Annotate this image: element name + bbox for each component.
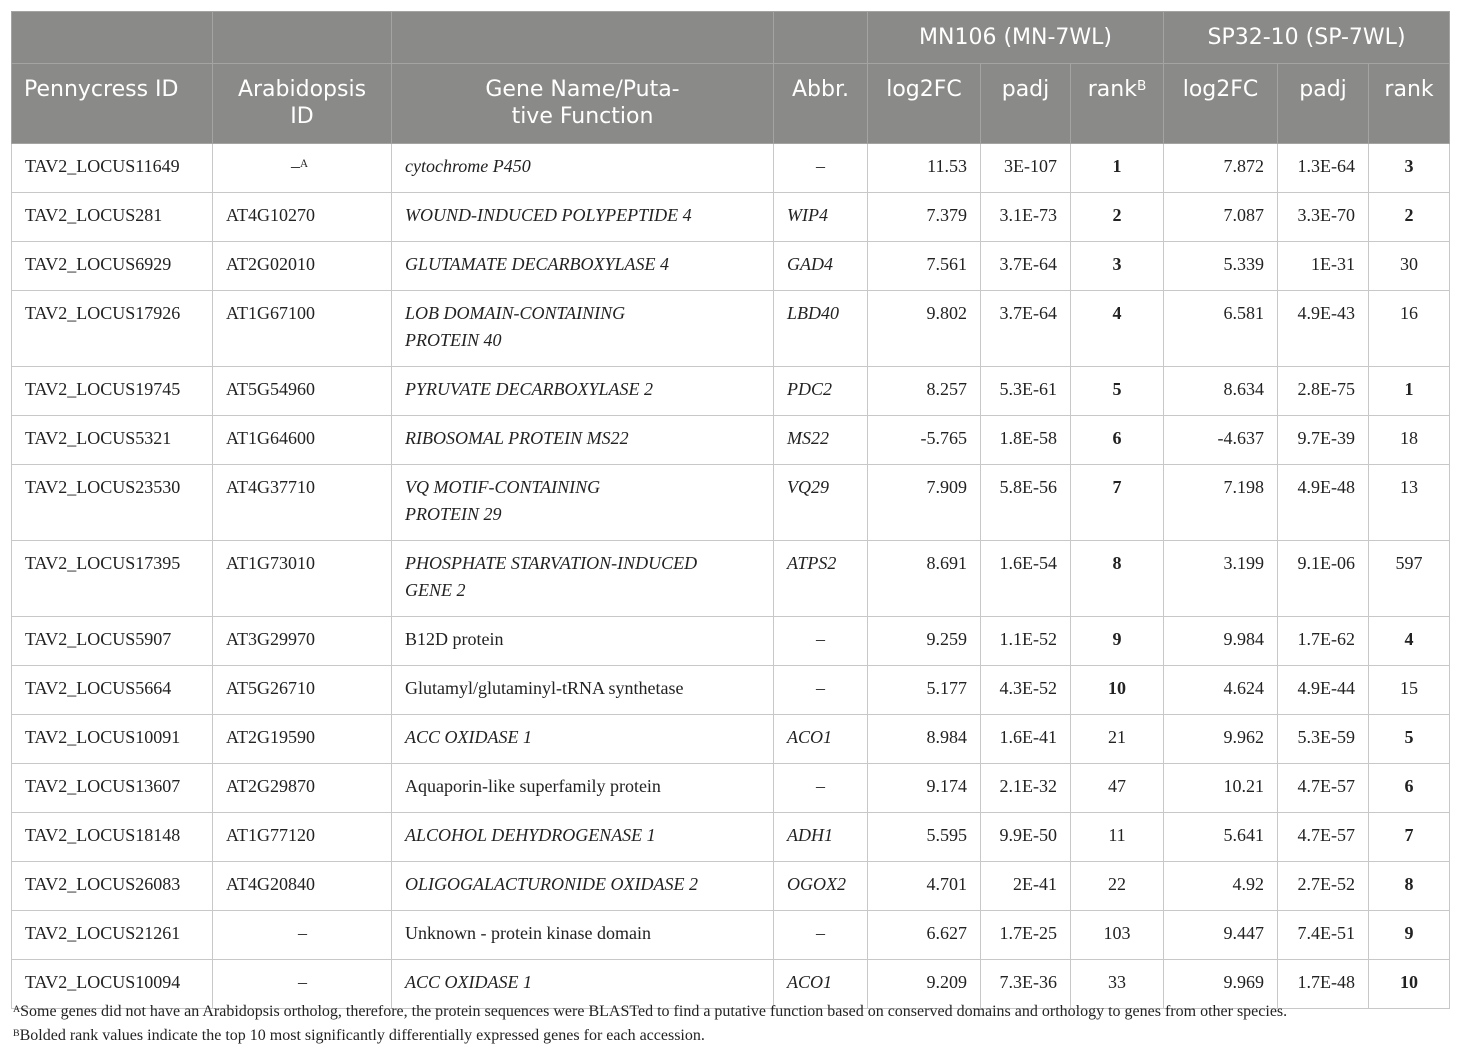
cell-mn-log2fc: 6.627 xyxy=(868,911,981,960)
cell-gene-name xyxy=(392,715,774,764)
cell-mn-rank: 9 xyxy=(1071,617,1164,666)
cell-mn-rank: 2 xyxy=(1071,193,1164,242)
cell-mn-rank: 10 xyxy=(1071,666,1164,715)
cell-sp-log2fc: 8.634 xyxy=(1164,367,1278,416)
cell-gene-name-line1: Aquaporin-like superfamily protein xyxy=(405,776,661,796)
cell-mn-log2fc: 5.177 xyxy=(868,666,981,715)
cell-mn-log2fc: 7.379 xyxy=(868,193,981,242)
table-row xyxy=(12,144,1450,193)
cell-gene-name xyxy=(392,541,774,617)
cell-gene-name xyxy=(392,465,774,541)
cell-pennycress-id: TAV2_LOCUS19745 xyxy=(12,367,213,416)
group-header-blank xyxy=(12,12,213,64)
cell-pennycress-id: TAV2_LOCUS18148 xyxy=(12,813,213,862)
col-header-gene-name-line2: tive Function xyxy=(511,104,654,129)
col-header-sp-padj: padj xyxy=(1278,64,1369,144)
cell-mn-log2fc: 9.174 xyxy=(868,764,981,813)
cell-gene-name xyxy=(392,764,774,813)
cell-arabidopsis-id xyxy=(213,911,392,960)
cell-arabidopsis-id-value: AT2G02010 xyxy=(226,254,315,274)
col-header-mn-padj: padj xyxy=(981,64,1071,144)
cell-gene-name-line1: Glutamyl/glutaminyl-tRNA synthetase xyxy=(405,678,684,698)
cell-sp-log2fc: 5.339 xyxy=(1164,242,1278,291)
cell-arabidopsis-id xyxy=(213,666,392,715)
cell-sp-padj: 4.9E-44 xyxy=(1278,666,1369,715)
cell-abbr: ACO1 xyxy=(774,960,868,1009)
cell-arabidopsis-id-value: AT4G20840 xyxy=(226,874,315,894)
cell-mn-log2fc: 8.257 xyxy=(868,367,981,416)
cell-gene-name xyxy=(392,813,774,862)
cell-mn-rank: 8 xyxy=(1071,541,1164,617)
col-header-abbr: Abbr. xyxy=(774,64,868,144)
cell-abbr: ADH1 xyxy=(774,813,868,862)
cell-gene-name-line2: PROTEIN 29 xyxy=(405,504,502,524)
cell-abbr: – xyxy=(774,617,868,666)
cell-gene-name-line1: RIBOSOMAL PROTEIN MS22 xyxy=(405,428,629,448)
cell-gene-name xyxy=(392,862,774,911)
cell-sp-rank: 3 xyxy=(1369,144,1450,193)
column-header-row xyxy=(12,64,1450,144)
footnote-b xyxy=(13,1024,1453,1048)
cell-mn-rank: 3 xyxy=(1071,242,1164,291)
cell-arabidopsis-id-value: AT4G10270 xyxy=(226,205,315,225)
cell-arabidopsis-id-value: AT1G73010 xyxy=(226,553,315,573)
cell-gene-name-line1: ACC OXIDASE 1 xyxy=(405,972,532,992)
cell-mn-padj: 4.3E-52 xyxy=(981,666,1071,715)
cell-gene-name xyxy=(392,617,774,666)
cell-sp-log2fc: 4.92 xyxy=(1164,862,1278,911)
cell-mn-log2fc: 8.691 xyxy=(868,541,981,617)
cell-arabidopsis-id xyxy=(213,465,392,541)
table-row xyxy=(12,193,1450,242)
cell-gene-name xyxy=(392,416,774,465)
cell-mn-rank: 47 xyxy=(1071,764,1164,813)
cell-mn-padj: 2E-41 xyxy=(981,862,1071,911)
cell-mn-padj: 1.7E-25 xyxy=(981,911,1071,960)
cell-arabidopsis-id xyxy=(213,416,392,465)
cell-arabidopsis-id-value: AT1G77120 xyxy=(226,825,315,845)
cell-gene-name-line1: GLUTAMATE DECARBOXYLASE 4 xyxy=(405,254,669,274)
cell-sp-padj: 3.3E-70 xyxy=(1278,193,1369,242)
group-header-blank xyxy=(213,12,392,64)
cell-arabidopsis-id-value: AT4G37710 xyxy=(226,477,315,497)
cell-arabidopsis-id xyxy=(213,291,392,367)
col-header-sp-rank: rank xyxy=(1369,64,1450,144)
cell-mn-log2fc: 7.909 xyxy=(868,465,981,541)
cell-sp-rank: 1 xyxy=(1369,367,1450,416)
cell-abbr: OGOX2 xyxy=(774,862,868,911)
cell-abbr: VQ29 xyxy=(774,465,868,541)
cell-pennycress-id: TAV2_LOCUS11649 xyxy=(12,144,213,193)
group-header-sp32-10: SP32-10 (SP-7WL) xyxy=(1164,12,1450,64)
cell-mn-padj: 3.1E-73 xyxy=(981,193,1071,242)
cell-sp-rank: 9 xyxy=(1369,911,1450,960)
cell-mn-rank: 21 xyxy=(1071,715,1164,764)
cell-sp-log2fc: 9.969 xyxy=(1164,960,1278,1009)
cell-arabidopsis-id-value: AT5G54960 xyxy=(226,379,315,399)
col-header-sp-log2fc: log2FC xyxy=(1164,64,1278,144)
cell-sp-rank: 13 xyxy=(1369,465,1450,541)
cell-pennycress-id: TAV2_LOCUS5907 xyxy=(12,617,213,666)
cell-mn-log2fc: 9.802 xyxy=(868,291,981,367)
cell-mn-padj: 3.7E-64 xyxy=(981,242,1071,291)
cell-abbr: – xyxy=(774,144,868,193)
col-header-pennycress-id: Pennycress ID xyxy=(12,64,213,144)
cell-sp-rank: 15 xyxy=(1369,666,1450,715)
cell-abbr: LBD40 xyxy=(774,291,868,367)
cell-gene-name-line1: Unknown - protein kinase domain xyxy=(405,923,651,943)
cell-mn-padj: 5.8E-56 xyxy=(981,465,1071,541)
table-row xyxy=(12,862,1450,911)
cell-gene-name-line1: ALCOHOL DEHYDROGENASE 1 xyxy=(405,825,656,845)
cell-arabidopsis-id xyxy=(213,193,392,242)
cell-gene-name xyxy=(392,144,774,193)
cell-gene-name-line1: cytochrome P450 xyxy=(405,156,531,176)
cell-sp-padj: 4.7E-57 xyxy=(1278,813,1369,862)
group-header-row xyxy=(12,12,1450,64)
col-header-mn-log2fc: log2FC xyxy=(868,64,981,144)
cell-arabidopsis-id xyxy=(213,764,392,813)
table-row xyxy=(12,541,1450,617)
cell-mn-log2fc: 11.53 xyxy=(868,144,981,193)
group-header-blank xyxy=(392,12,774,64)
cell-arabidopsis-id-value: – xyxy=(291,156,300,176)
cell-mn-log2fc: 4.701 xyxy=(868,862,981,911)
results-table-container xyxy=(11,11,1449,1009)
cell-abbr: ATPS2 xyxy=(774,541,868,617)
cell-mn-padj: 2.1E-32 xyxy=(981,764,1071,813)
cell-mn-log2fc: 7.561 xyxy=(868,242,981,291)
cell-sp-padj: 1.3E-64 xyxy=(1278,144,1369,193)
cell-sp-log2fc: 9.962 xyxy=(1164,715,1278,764)
cell-sp-padj: 1.7E-48 xyxy=(1278,960,1369,1009)
footnote-a-marker: A xyxy=(300,157,309,170)
table-header xyxy=(12,12,1450,144)
table-row xyxy=(12,465,1450,541)
cell-gene-name xyxy=(392,666,774,715)
cell-sp-log2fc: 10.21 xyxy=(1164,764,1278,813)
cell-sp-rank: 16 xyxy=(1369,291,1450,367)
col-header-arabidopsis-id-line1: Arabidopsis xyxy=(237,77,367,102)
cell-arabidopsis-id xyxy=(213,144,392,193)
cell-mn-padj: 9.9E-50 xyxy=(981,813,1071,862)
footnote-a-text: Some genes did not have an Arabidopsis ortholog, therefore, the protein sequences were BLASTed to find a putative function based on conserved domains and orthology to genes from other species. xyxy=(20,1003,1288,1020)
cell-sp-log2fc: 5.641 xyxy=(1164,813,1278,862)
cell-mn-rank: 4 xyxy=(1071,291,1164,367)
cell-pennycress-id: TAV2_LOCUS5664 xyxy=(12,666,213,715)
cell-sp-padj: 2.8E-75 xyxy=(1278,367,1369,416)
footnote-b-text: Bolded rank values indicate the top 10 most significantly differentially expressed genes for each accession. xyxy=(19,1027,705,1044)
table-row xyxy=(12,911,1450,960)
cell-pennycress-id: TAV2_LOCUS17395 xyxy=(12,541,213,617)
cell-mn-log2fc: 5.595 xyxy=(868,813,981,862)
cell-gene-name xyxy=(392,291,774,367)
cell-mn-padj: 3E-107 xyxy=(981,144,1071,193)
cell-mn-rank: 11 xyxy=(1071,813,1164,862)
col-header-gene-name-line1: Gene Name/Puta- xyxy=(485,77,680,102)
cell-mn-padj: 3.7E-64 xyxy=(981,291,1071,367)
cell-arabidopsis-id xyxy=(213,715,392,764)
table-row xyxy=(12,666,1450,715)
cell-gene-name-line1: PYRUVATE DECARBOXYLASE 2 xyxy=(405,379,653,399)
cell-arabidopsis-id-value: AT1G64600 xyxy=(226,428,315,448)
cell-mn-padj: 1.8E-58 xyxy=(981,416,1071,465)
cell-abbr: MS22 xyxy=(774,416,868,465)
cell-sp-padj: 2.7E-52 xyxy=(1278,862,1369,911)
cell-sp-rank: 6 xyxy=(1369,764,1450,813)
cell-arabidopsis-id-value: AT1G67100 xyxy=(226,303,315,323)
cell-gene-name-line2: PROTEIN 40 xyxy=(405,330,502,350)
cell-pennycress-id: TAV2_LOCUS6929 xyxy=(12,242,213,291)
cell-sp-log2fc: 7.872 xyxy=(1164,144,1278,193)
cell-gene-name-line1: VQ MOTIF-CONTAINING xyxy=(405,477,601,497)
cell-sp-log2fc: 3.199 xyxy=(1164,541,1278,617)
col-header-mn-rank-label: rank xyxy=(1087,77,1137,102)
cell-abbr: – xyxy=(774,911,868,960)
cell-abbr: – xyxy=(774,666,868,715)
cell-pennycress-id: TAV2_LOCUS5321 xyxy=(12,416,213,465)
cell-pennycress-id: TAV2_LOCUS23530 xyxy=(12,465,213,541)
col-header-arabidopsis-id xyxy=(213,64,392,144)
table-row xyxy=(12,715,1450,764)
cell-mn-padj: 1.1E-52 xyxy=(981,617,1071,666)
cell-gene-name-line1: WOUND-INDUCED POLYPEPTIDE 4 xyxy=(405,205,692,225)
cell-sp-padj: 5.3E-59 xyxy=(1278,715,1369,764)
cell-gene-name-line2: GENE 2 xyxy=(405,580,466,600)
cell-arabidopsis-id xyxy=(213,813,392,862)
cell-sp-padj: 1.7E-62 xyxy=(1278,617,1369,666)
cell-gene-name-line1: LOB DOMAIN-CONTAINING xyxy=(405,303,626,323)
cell-gene-name-line1: ACC OXIDASE 1 xyxy=(405,727,532,747)
cell-mn-log2fc: 9.259 xyxy=(868,617,981,666)
cell-pennycress-id: TAV2_LOCUS26083 xyxy=(12,862,213,911)
table-row xyxy=(12,617,1450,666)
cell-mn-rank: 22 xyxy=(1071,862,1164,911)
cell-sp-log2fc: 9.447 xyxy=(1164,911,1278,960)
col-header-arabidopsis-id-line2: ID xyxy=(290,104,314,129)
cell-arabidopsis-id-value: AT2G19590 xyxy=(226,727,315,747)
cell-mn-log2fc: 8.984 xyxy=(868,715,981,764)
cell-gene-name-line1: PHOSPHATE STARVATION-INDUCED xyxy=(405,553,698,573)
footnotes xyxy=(13,1000,1453,1048)
cell-mn-padj: 5.3E-61 xyxy=(981,367,1071,416)
cell-arabidopsis-id-value: AT5G26710 xyxy=(226,678,315,698)
cell-mn-rank: 6 xyxy=(1071,416,1164,465)
cell-abbr: PDC2 xyxy=(774,367,868,416)
footnote-a xyxy=(13,1000,1453,1024)
cell-arabidopsis-id-value: AT3G29970 xyxy=(226,629,315,649)
cell-sp-padj: 1E-31 xyxy=(1278,242,1369,291)
cell-pennycress-id: TAV2_LOCUS10094 xyxy=(12,960,213,1009)
table-body xyxy=(12,144,1450,1009)
cell-arabidopsis-id xyxy=(213,862,392,911)
cell-sp-padj: 7.4E-51 xyxy=(1278,911,1369,960)
cell-mn-rank: 7 xyxy=(1071,465,1164,541)
cell-sp-log2fc: 7.087 xyxy=(1164,193,1278,242)
table-row xyxy=(12,416,1450,465)
cell-arabidopsis-id-value: – xyxy=(298,972,307,992)
cell-sp-padj: 9.7E-39 xyxy=(1278,416,1369,465)
cell-mn-padj: 7.3E-36 xyxy=(981,960,1071,1009)
gene-expression-table xyxy=(11,11,1450,1009)
table-row xyxy=(12,764,1450,813)
cell-pennycress-id: TAV2_LOCUS17926 xyxy=(12,291,213,367)
group-header-mn106: MN106 (MN-7WL) xyxy=(868,12,1164,64)
footnote-b-marker: B xyxy=(1136,77,1147,94)
cell-arabidopsis-id-value: AT2G29870 xyxy=(226,776,315,796)
cell-sp-rank: 10 xyxy=(1369,960,1450,1009)
cell-gene-name-line1: B12D protein xyxy=(405,629,504,649)
footnote-a-mark: A xyxy=(13,1003,21,1015)
cell-mn-log2fc: 9.209 xyxy=(868,960,981,1009)
cell-mn-padj: 1.6E-41 xyxy=(981,715,1071,764)
cell-sp-log2fc: 6.581 xyxy=(1164,291,1278,367)
cell-sp-rank: 597 xyxy=(1369,541,1450,617)
table-row xyxy=(12,291,1450,367)
cell-sp-log2fc: 9.984 xyxy=(1164,617,1278,666)
cell-arabidopsis-id xyxy=(213,541,392,617)
cell-abbr: ACO1 xyxy=(774,715,868,764)
cell-mn-log2fc: -5.765 xyxy=(868,416,981,465)
cell-gene-name xyxy=(392,193,774,242)
cell-arabidopsis-id xyxy=(213,367,392,416)
cell-mn-rank: 5 xyxy=(1071,367,1164,416)
cell-arabidopsis-id-value: – xyxy=(298,923,307,943)
group-header-blank xyxy=(774,12,868,64)
cell-arabidopsis-id xyxy=(213,242,392,291)
cell-sp-rank: 4 xyxy=(1369,617,1450,666)
cell-mn-rank: 1 xyxy=(1071,144,1164,193)
cell-sp-rank: 7 xyxy=(1369,813,1450,862)
cell-abbr: WIP4 xyxy=(774,193,868,242)
col-header-gene-name xyxy=(392,64,774,144)
cell-abbr: – xyxy=(774,764,868,813)
cell-gene-name xyxy=(392,367,774,416)
cell-sp-rank: 2 xyxy=(1369,193,1450,242)
cell-sp-padj: 9.1E-06 xyxy=(1278,541,1369,617)
cell-pennycress-id: TAV2_LOCUS281 xyxy=(12,193,213,242)
cell-sp-log2fc: -4.637 xyxy=(1164,416,1278,465)
cell-pennycress-id: TAV2_LOCUS13607 xyxy=(12,764,213,813)
cell-sp-padj: 4.9E-48 xyxy=(1278,465,1369,541)
cell-sp-log2fc: 7.198 xyxy=(1164,465,1278,541)
cell-mn-rank: 103 xyxy=(1071,911,1164,960)
cell-sp-padj: 4.7E-57 xyxy=(1278,764,1369,813)
cell-gene-name-line1: OLIGOGALACTURONIDE OXIDASE 2 xyxy=(405,874,698,894)
cell-pennycress-id: TAV2_LOCUS21261 xyxy=(12,911,213,960)
cell-gene-name xyxy=(392,911,774,960)
cell-sp-rank: 8 xyxy=(1369,862,1450,911)
cell-mn-padj: 1.6E-54 xyxy=(981,541,1071,617)
col-header-mn-rank xyxy=(1071,64,1164,144)
table-row xyxy=(12,367,1450,416)
table-row xyxy=(12,242,1450,291)
cell-pennycress-id: TAV2_LOCUS10091 xyxy=(12,715,213,764)
cell-sp-padj: 4.9E-43 xyxy=(1278,291,1369,367)
cell-mn-rank: 33 xyxy=(1071,960,1164,1009)
cell-arabidopsis-id xyxy=(213,617,392,666)
footnote-b-mark: B xyxy=(13,1027,20,1039)
cell-sp-rank: 5 xyxy=(1369,715,1450,764)
cell-sp-rank: 18 xyxy=(1369,416,1450,465)
cell-sp-rank: 30 xyxy=(1369,242,1450,291)
cell-sp-log2fc: 4.624 xyxy=(1164,666,1278,715)
cell-gene-name xyxy=(392,242,774,291)
cell-abbr: GAD4 xyxy=(774,242,868,291)
table-row xyxy=(12,813,1450,862)
